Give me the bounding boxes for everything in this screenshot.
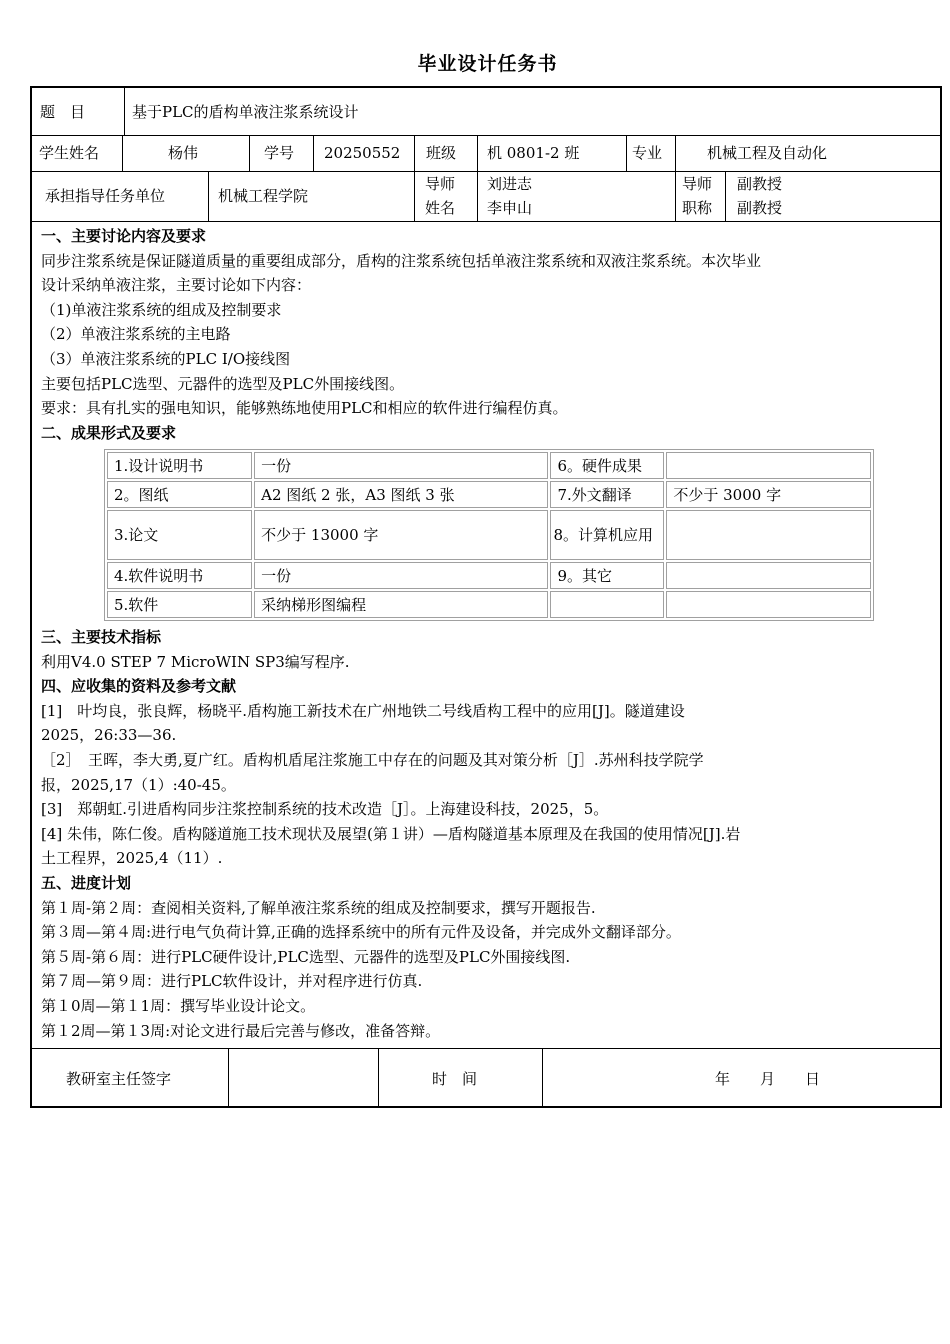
table-cell [666, 452, 871, 479]
reference-line: 2025，26:33—36. [41, 726, 177, 745]
table-cell: 不少于 3000 字 [666, 481, 871, 508]
body-line: 同步注浆系统是保证隧道质量的重要组成部分，盾构的注浆系统包括单液注浆系统和双液注浆系统。本次毕业 [41, 251, 762, 270]
deliverables-table [104, 449, 874, 621]
table-cell: A2 图纸 2 张，A3 图纸 3 张 [254, 481, 548, 508]
col-divider [313, 135, 314, 171]
student-name-value: 杨伟 [168, 144, 199, 162]
topic-value: 基于PLC的盾构单液注浆系统设计 [132, 103, 359, 121]
schedule-line: 第７周—第９周：进行PLC软件设计，并对程序进行仿真. [41, 972, 423, 991]
table-cell: 7.外文翻译 [550, 481, 664, 508]
section-heading: 一、主要讨论内容及要求 [41, 227, 207, 245]
class-value: 机 0801-2 班 [487, 144, 580, 162]
date-field[interactable]: 年 月 日 [715, 1070, 821, 1088]
table-cell: 9。其它 [550, 562, 664, 589]
student-id-label: 学号 [264, 144, 295, 162]
topic-label: 题 目 [40, 103, 86, 121]
advisor-title-1: 副教授 [737, 175, 783, 193]
major-label: 专业 [632, 144, 663, 162]
body-line: 要求：具有扎实的强电知识，能够熟练地使用PLC和相应的软件进行编程仿真。 [41, 399, 568, 418]
table-cell: 3.论文 [107, 510, 252, 560]
col-divider [725, 171, 726, 221]
table-row [107, 452, 871, 479]
table-cell [666, 562, 871, 589]
table-cell [666, 591, 871, 618]
row-divider [32, 171, 940, 172]
advisor-name-2: 李申山 [487, 199, 533, 217]
body-line: （2）单液注浆系统的主电路 [41, 325, 231, 344]
table-cell: 6。硬件成果 [550, 452, 664, 479]
reference-line: [4] 朱伟，陈仁俊。盾构隧道施工技术现状及展望(第１讲）—盾构隧道基本原理及在我国的使用情况[J].岩 [41, 824, 741, 843]
reference-line: [1] 叶均良，张良辉，杨晓平.盾构施工新技术在广州地铁二号线盾构工程中的应用[J]。隧道建设 [41, 701, 685, 720]
reference-line: ［2］ 王晖，李大勇,夏广红。盾构机盾尾注浆施工中存在的问题及其对策分析［J］.苏州科技学院学 [41, 750, 704, 769]
section-heading: 五、进度计划 [41, 873, 132, 892]
table-cell: 1.设计说明书 [107, 452, 252, 479]
document-title: 毕业设计任务书 [417, 53, 558, 75]
advisor-title-label-line2: 职称 [682, 199, 713, 217]
student-id-value: 20250552 [324, 144, 401, 162]
table-cell: 一份 [254, 562, 548, 589]
body-line: （3）单液注浆系统的PLC I/O接线图 [41, 349, 291, 368]
schedule-line: 第１周-第２周：查阅相关资料,了解单液注浆系统的组成及控制要求，撰写开题报告. [41, 898, 596, 917]
reference-line: 报，2025,17（1）:40-45。 [41, 775, 236, 794]
table-cell: 采纳梯形图编程 [254, 591, 548, 618]
major-value: 机械工程及自动化 [707, 144, 828, 162]
body-line: 主要包括PLC选型、元器件的选型及PLC外围接线图。 [41, 374, 405, 393]
col-divider [414, 171, 415, 221]
table-cell: 一份 [254, 452, 548, 479]
reference-line: 土工程界，2025,4（11）. [41, 849, 223, 868]
table-cell: 5.软件 [107, 591, 252, 618]
col-divider [477, 135, 478, 171]
section-heading: 三、主要技术指标 [41, 628, 162, 646]
director-signature-label: 教研室主任签字 [66, 1070, 172, 1088]
row-divider [32, 1048, 940, 1049]
row-divider [32, 221, 940, 222]
table-cell: 4.软件说明书 [107, 562, 252, 589]
table-cell: 8。计算机应用 [550, 510, 664, 560]
table-cell: 2。图纸 [107, 481, 252, 508]
col-divider [675, 171, 676, 221]
body-line: 利用V4.0 STEP 7 MicroWIN SP3编写程序. [41, 652, 350, 671]
col-divider [626, 135, 627, 171]
student-name-label: 学生姓名 [39, 144, 100, 162]
col-divider [124, 88, 125, 135]
schedule-line: 第５周-第６周：进行PLC硬件设计,PLC选型、元器件的选型及PLC外围接线图. [41, 947, 571, 966]
table-cell: 不少于 13000 字 [254, 510, 548, 560]
col-divider [208, 171, 209, 221]
table-cell [666, 510, 871, 560]
schedule-line: 第１0周—第１1周：撰写毕业设计论文。 [41, 996, 316, 1015]
section-heading: 四、应收集的资料及参考文献 [41, 677, 237, 696]
reference-line: [3] 郑朝虹.引进盾构同步注浆控制系统的技术改造［J］。上海建设科技，2025，5。 [41, 800, 609, 819]
task-form [30, 86, 942, 1108]
unit-label: 承担指导任务单位 [45, 187, 166, 205]
table-cell [550, 591, 664, 618]
advisor-label-line2: 姓名 [425, 199, 456, 217]
class-label: 班级 [426, 144, 457, 162]
table-row [107, 562, 871, 589]
body-line: 设计采纳单液注浆，主要讨论如下内容： [41, 276, 312, 295]
table-row [107, 481, 871, 508]
advisor-title-2: 副教授 [737, 199, 783, 217]
row-divider [32, 135, 940, 136]
section-technical-references-schedule [41, 625, 934, 1043]
advisor-name-1: 刘进志 [487, 175, 533, 193]
col-divider [249, 135, 250, 171]
col-divider [477, 171, 478, 221]
schedule-line: 第１2周—第１3周:对论文进行最后完善与修改，准备答辩。 [41, 1021, 441, 1040]
section-heading: 二、成果形式及要求 [41, 423, 177, 442]
schedule-line: 第３周—第４周:进行电气负荷计算,正确的选择系统中的所有元件及设备，并完成外文翻译部分。 [41, 923, 681, 942]
advisor-label-line1: 导师 [425, 175, 456, 193]
unit-value: 机械工程学院 [218, 187, 309, 205]
table-row [107, 510, 871, 560]
col-divider [122, 135, 123, 171]
advisor-title-label-line1: 导师 [682, 175, 713, 193]
body-line: （1)单液注浆系统的组成及控制要求 [41, 300, 282, 319]
col-divider [414, 135, 415, 171]
col-divider [542, 1048, 543, 1108]
col-divider [228, 1048, 229, 1108]
section-research-content [41, 224, 934, 445]
table-row [107, 591, 871, 618]
col-divider [675, 135, 676, 171]
time-label: 时 间 [432, 1070, 478, 1088]
col-divider [378, 1048, 379, 1108]
